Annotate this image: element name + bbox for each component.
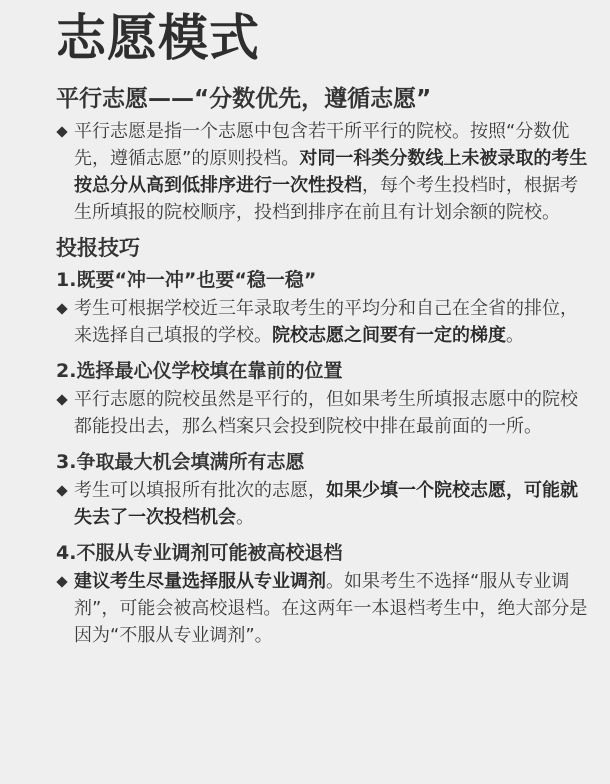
tip-4-bold-text: 建议考生尽量选择服从专业调剂 [74, 571, 326, 592]
content [56, 118, 588, 649]
tip-4-body [56, 568, 588, 649]
intro-text-1: 平行志愿是指一个志愿中包含若干所平行的院校。按照“分数优先，遵循志愿”的原则投档。 [74, 121, 570, 169]
tips-title: 投报技巧 [56, 236, 140, 260]
tip-3-text-2: 。 [236, 507, 254, 528]
tip-1-heading: 1.既要“冲一冲”也要“稳一稳” [56, 269, 317, 291]
diamond-bullet-icon [56, 568, 74, 595]
main-title: 志愿模式 [56, 9, 260, 67]
diamond-bullet-icon [56, 118, 74, 145]
tip-2-heading: 2.选择最心仪学校填在靠前的位置 [56, 360, 343, 382]
tip-2-text-1: 平行志愿的院校虽然是平行的，但如果考生所填报志愿中的院校都能投出去，那么档案只会投到院校中排在最前面的一所。 [74, 389, 578, 437]
tip-4-text [74, 568, 588, 649]
tip-1-bold-text: 院校志愿之间要有一定的梯度 [272, 325, 506, 346]
tip-3-body [56, 477, 588, 531]
diamond-bullet-icon [56, 386, 74, 413]
intro-text [74, 118, 588, 226]
tip-1-text-2: 。 [506, 325, 524, 346]
diamond-bullet-icon [56, 295, 74, 322]
intro-bold-text: 对同一科类分数线上未被录取的考生按总分从高到低排序进行一次性投档 [74, 148, 588, 196]
diamond-bullet-icon [56, 477, 74, 504]
tip-2 [56, 356, 588, 440]
tip-3-text-1: 考生可以填报所有批次的志愿， [74, 480, 326, 501]
tip-3-bold-text: 如果少填一个院校志愿，可能就失去了一次投档机会 [74, 480, 578, 528]
tip-3 [56, 447, 588, 531]
tip-2-text [74, 386, 588, 440]
tip-3-heading: 3.争取最大机会填满所有志愿 [56, 451, 305, 473]
tip-1-text-1: 考生可根据学校近三年录取考生的平均分和自己在全省的排位，来选择自己填报的学校。 [74, 298, 578, 346]
tip-4-text-2: 。如果考生不选择“服从专业调剂”，可能会被高校退档。在这两年一本退档考生中，绝大部分是因为“不服从专业调剂”。 [74, 571, 588, 646]
section-title: 平行志愿——“分数优先，遵循志愿” [56, 86, 432, 112]
tip-1-body [56, 295, 588, 349]
tip-1-text [74, 295, 588, 349]
tip-4 [56, 538, 588, 649]
intro-paragraph [56, 118, 588, 226]
tip-3-text [74, 477, 588, 531]
intro-text-2: ，每个考生投档时，根据考生所填报的院校顺序，投档到排序在前且有计划余额的院校。 [74, 175, 578, 223]
tip-2-body [56, 386, 588, 440]
tip-1 [56, 265, 588, 349]
tip-4-heading: 4.不服从专业调剂可能被高校退档 [56, 542, 343, 564]
